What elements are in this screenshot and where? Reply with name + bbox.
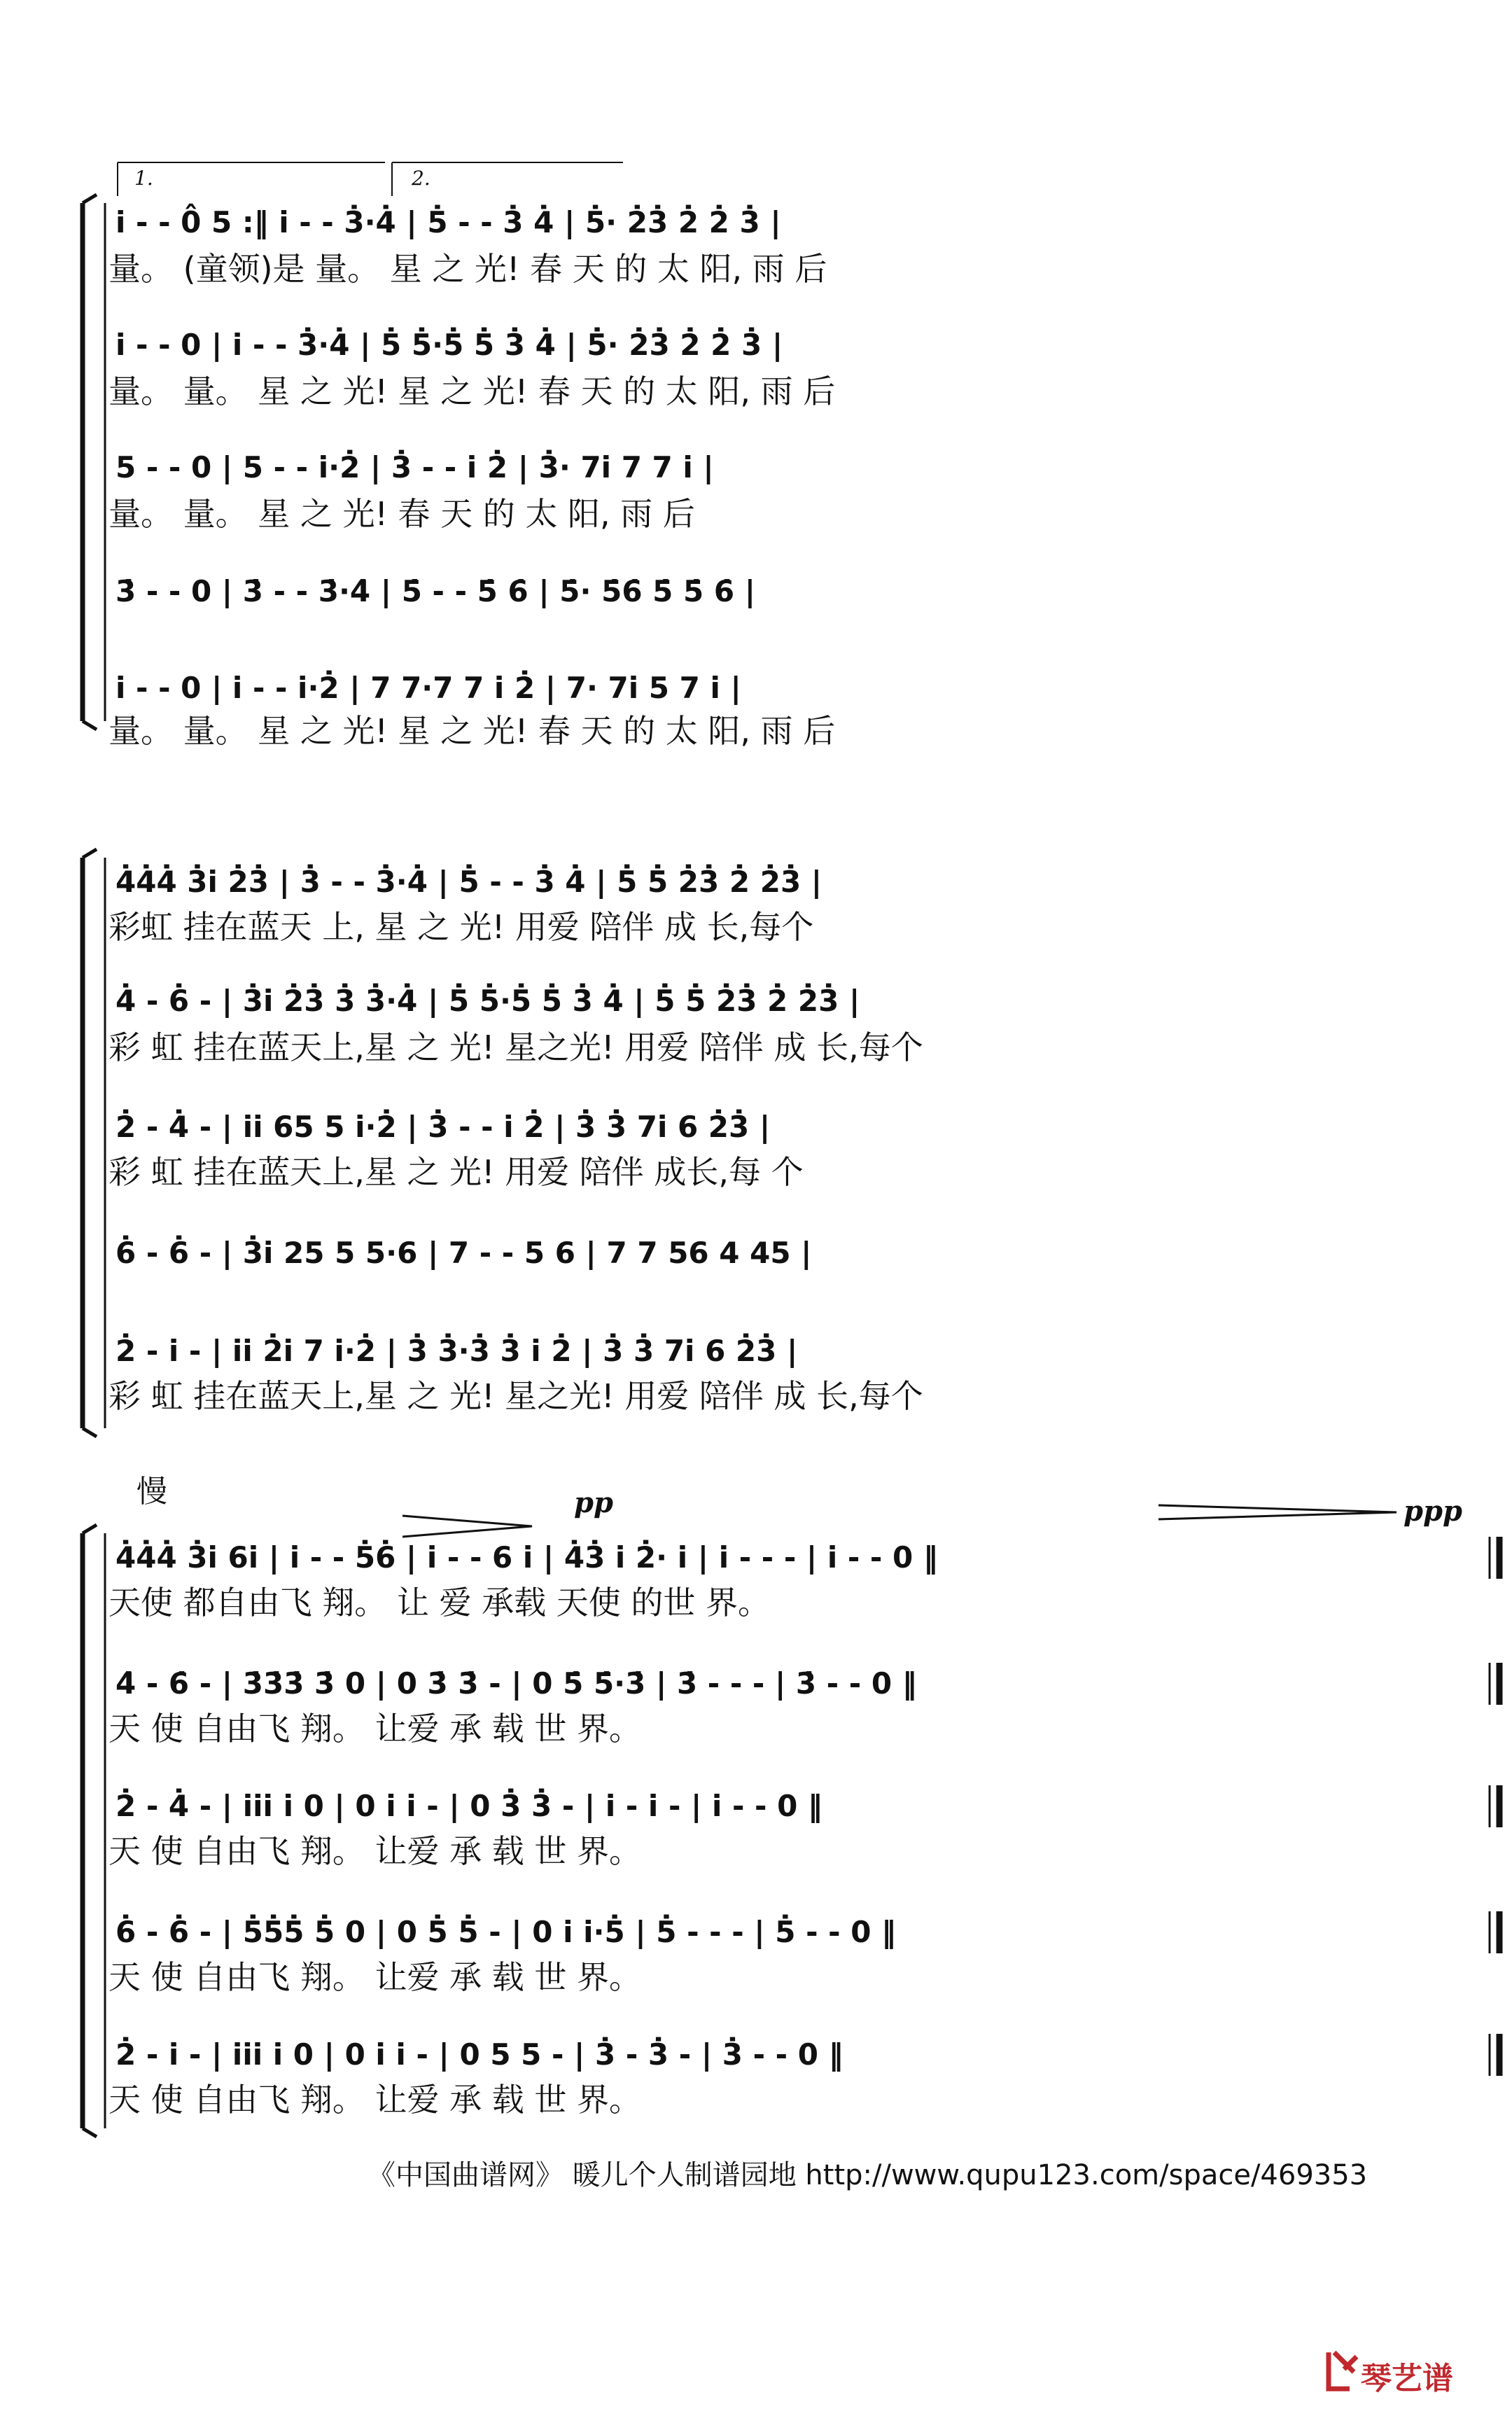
notation-line: 4̇ - 6̇ - | 3̇3̇3̇ 3̇ 0 | 0 3̇ 3̇ - | 0 5̇ 5̇·3̇ | 3̇ - - - | 3̇ - - 0 ‖ — [115, 1666, 917, 1701]
lyric-line: 天 使 自由飞 翔。 让爱 承 载 世 界。 — [108, 1710, 641, 1747]
notation-line: 4̇4̇4̇ 3̇i̇ 2̇3̇ | 3̇ - - 3̇·4̇ | 5̇ - - 3̇ 4̇ | 5̇ 5̇ 2̇3̇ 2̇ 2̇3̇ | — [115, 865, 822, 899]
notation-line: 6̇ - 6̇ - | 5̇5̇5̇ 5̇ 0 | 0 5̇ 5̇ - | 0 i̇ i̇·5̇ | 5̇ - - - | 5̇ - - 0 ‖ — [115, 1915, 897, 1949]
lyric-line: 天 使 自由飞 翔。 让爱 承 载 世 界。 — [108, 1832, 641, 1870]
system-bracket-bottom — [83, 721, 97, 730]
lyric-line: 彩虹 挂在蓝天 上, 星 之 光! 用爱 陪伴 成 长,每个 — [108, 908, 814, 946]
logo-mark-icon — [1329, 2352, 1357, 2389]
lyric-line: 天使 都自由飞 翔。 让 爱 承载 天使 的世 界。 — [108, 1584, 770, 1621]
lyric-line: 天 使 自由飞 翔。 让爱 承 载 世 界。 — [108, 1958, 641, 1996]
logo — [1329, 2352, 1453, 2396]
dynamic-ppp: ppp — [1404, 1495, 1462, 1528]
notation-line: i̇ - - 0 | i̇ - - i̇·2̇ | 7 7·7 7 i̇ 2̇ | 7· 7i̇ 5 7 i̇ | — [115, 671, 741, 705]
volta-1-label: 1. — [134, 167, 153, 190]
dynamic-pp: pp — [574, 1486, 613, 1519]
notation-line: 2̇ - 4̇ - | i̇i̇i̇ i̇ 0 | 0 i̇ i̇ - | 0 3̇ 3̇ - | i̇ - i̇ - | i̇ - - 0 ‖ — [115, 1789, 822, 1823]
logo-text: 琴艺谱 — [1361, 2361, 1453, 2396]
system-bracket-bottom — [83, 2128, 97, 2137]
footer-line: 《中国曲谱网》 暖儿个人制谱园地 http://www.qupu123.com/space/469353 — [368, 2159, 1368, 2191]
notation-line: 2̇ - i̇ - | i̇i̇i̇ i̇ 0 | 0 i̇ i̇ - | 0 5 5 - | 3̇ - 3̇ - | 3̇ - - 0 ‖ — [115, 2037, 844, 2072]
notation-line: 4̇ - 6̇ - | 3̇i̇ 2̇3̇ 3̇ 3̇·4̇ | 5̇ 5̇·5̇ 5̇ 3̇ 4̇ | 5̇ 5̇ 2̇3̇ 2̇ 2̇3̇ | — [115, 984, 860, 1018]
lyric-line: 彩 虹 挂在蓝天上,星 之 光! 星之光! 用爱 陪伴 成 长,每个 — [108, 1028, 923, 1066]
lyric-line: 彩 虹 挂在蓝天上,星 之 光! 用爱 陪伴 成长,每 个 — [108, 1153, 804, 1191]
tempo-marking: 慢 — [136, 1474, 167, 1509]
system-bracket-top — [83, 195, 97, 203]
notation-line: 3̇ - - 0 | 3̇ - - 3̇·4̇ | 5̇ - - 5̇ 6̇ | 5̇· 5̇6̇ 5̇ 5̇ 6̇ | — [115, 574, 756, 608]
notation-line: 6̇ - 6̇ - | 3̇i̇ 25 5 5·6 | 7 - - 5 6 | 7 7 56 4 45 | — [115, 1236, 812, 1270]
lyric-line: 量。 量。 星 之 光! 星 之 光! 春 天 的 太 阳, 雨 后 — [108, 372, 836, 410]
lyric-line: 彩 虹 挂在蓝天上,星 之 光! 星之光! 用爱 陪伴 成 长,每个 — [108, 1377, 923, 1415]
notation-line: i̇ - - 0̂ 5 :‖ i̇ - - 3̇·4̇ | 5̇ - - 3̇ 4̇ | 5̇· 2̇3̇ 2̇ 2̇ 3̇ | — [115, 205, 781, 239]
lyric-line: 量。 量。 星 之 光! 星 之 光! 春 天 的 太 阳, 雨 后 — [108, 712, 836, 750]
system-bracket-bottom — [83, 1428, 97, 1437]
lyric-line: 天 使 自由飞 翔。 让爱 承 载 世 界。 — [108, 2081, 641, 2119]
notation-line: 4̇4̇4̇ 3̇i̇ 6i̇ | i̇ - - 5̇6̇ | i̇ - - 6 i̇ | 4̇3̇ i̇ 2̇· i̇ | i̇ - - - | i̇ - - 0 ‖ — [115, 1540, 938, 1575]
decrescendo-hairpin — [402, 1516, 532, 1537]
volta-2-label: 2. — [412, 167, 430, 190]
system-bracket-top — [83, 1525, 97, 1533]
lyric-line: 量。 (童领)是 量。 星 之 光! 春 天 的 太 阳, 雨 后 — [108, 250, 827, 288]
system-bracket-top — [83, 849, 97, 858]
decrescendo-hairpin — [1158, 1505, 1396, 1519]
notation-line: 2̇ - 4̇ - | i̇i̇ 65 5 i̇·2̇ | 3̇ - - i̇ 2̇ | 3̇ 3̇ 7i̇ 6 2̇3̇ | — [115, 1110, 771, 1144]
notation-line: 5 - - 0 | 5 - - i̇·2̇ | 3̇ - - i̇ 2̇ | 3̇· 7i̇ 7 7 i̇ | — [115, 450, 714, 484]
lyric-line: 量。 量。 星 之 光! 春 天 的 太 阳, 雨 后 — [108, 495, 695, 533]
notation-line: i̇ - - 0 | i̇ - - 3̇·4̇ | 5̇ 5̇·5̇ 5̇ 3̇ 4̇ | 5̇· 2̇3̇ 2̇ 2̇ 3̇ | — [115, 328, 783, 362]
notation-line: 2̇ - i̇ - | i̇i̇ 2̇i̇ 7 i̇·2̇ | 3̇ 3̇·3̇ 3̇ i̇ 2̇ | 3̇ 3̇ 7i̇ 6 2̇3̇ | — [115, 1334, 798, 1368]
